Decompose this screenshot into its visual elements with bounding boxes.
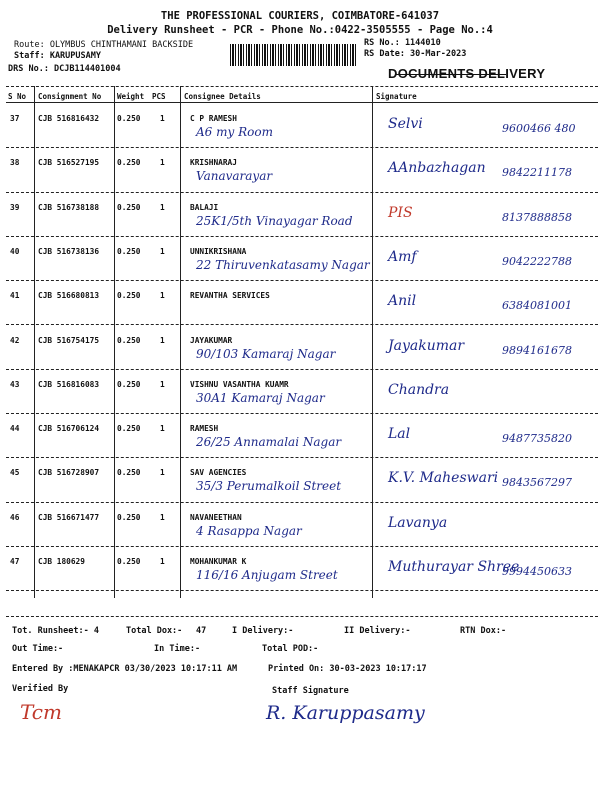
row-signature: Selvi [388,116,423,132]
verified-by-signature: Tcm [20,700,62,724]
row-consignment-no: CJB 516680813 [38,291,100,301]
rs-date: RS Date: 30-Mar-2023 [364,49,467,59]
row-phone-handwritten: 9843567297 [502,476,572,490]
route-label: Route: OLYMBUS CHINTHAMANI BACKSIDE [14,40,194,50]
col-pcs: PCS [152,92,166,101]
row-consignment-no: CJB 516728907 [38,468,100,478]
barcode [230,44,358,66]
in-time-label: In Time:- [154,644,201,654]
row-signature: Muthurayar Shree [388,559,520,575]
row-pcs: 1 [160,202,165,212]
row-address-handwritten: 4 Rasappa Nagar [196,523,302,538]
printed-on: Printed On: 30-03-2023 10:17:17 [268,664,427,674]
row-sno: 44 [10,424,20,434]
col-consignee: Consignee Details [184,92,261,101]
row-phone-handwritten: 9994450633 [502,565,572,578]
row-consignee-name: UNNIKRISHANA [190,246,247,256]
verified-by-label: Verified By [12,684,69,694]
row-phone-handwritten: 9487735820 [502,432,572,446]
row-consignee-name: SAV AGENCIES [190,468,247,478]
row-consignee-name: BALAJI [190,202,219,212]
table-row [0,503,600,547]
row-phone-handwritten: 9600466 480 [502,122,576,135]
table-header-rule [6,102,598,103]
row-signature: Jayakumar [388,337,465,354]
staff-signature-label: Staff Signature [272,686,349,696]
row-address-handwritten: 30A1 Kamaraj Nagar [196,390,325,405]
staff-signature: R. Karuppasamy [266,702,425,724]
table-row [0,281,600,325]
stamp-strike [396,74,506,75]
row-signature: K.V. Maheswari [388,470,499,487]
drs-number: DRS No.: DCJB114401004 [8,64,121,74]
rs-number: RS No.: 1144010 [364,38,441,48]
runsheet-title: Delivery Runsheet - PCR - Phone No.:0422-3505555 - Page No.:4 [107,24,493,36]
row-sno: 47 [10,557,20,566]
footer-rule [6,616,598,617]
col-consignment: Consignment No [38,92,102,101]
row-pcs: 1 [160,158,165,168]
row-weight: 0.250 [117,246,141,256]
row-consignee-name: NAVANEETHAN [190,512,242,522]
row-consignment-no: CJB 516706124 [38,424,100,434]
table-row [0,547,600,591]
row-sno: 39 [10,202,20,212]
col-signature: Signature [376,92,417,101]
row-consignment-no: CJB 516816083 [38,379,100,389]
row-pcs: 1 [160,557,165,566]
row-sno: 46 [10,512,20,522]
row-address-handwritten: 35/3 Perumalkoil Street [196,479,342,494]
table-row [0,414,600,458]
row-address-handwritten: 26/25 Annamalai Nagar [196,435,342,450]
row-sno: 41 [10,291,20,301]
row-phone-handwritten: 9042222788 [502,254,572,268]
row-sno: 37 [10,114,20,123]
row-sno: 45 [10,468,20,478]
row-weight: 0.250 [117,557,141,566]
row-sno: 42 [10,335,20,345]
row-consignee-name: KRISHNARAJ [190,158,237,168]
ii-delivery-label: II Delivery:- [344,626,411,636]
row-signature: Lal [388,426,411,443]
col-weight: Weight [117,92,145,101]
table-row [0,237,600,281]
row-consignee-name: VISHNU VASANTHA KUAMR [190,379,289,389]
row-address-handwritten: Vanavarayar [196,169,273,184]
row-weight: 0.250 [117,468,141,478]
row-consignment-no: CJB 516738188 [38,202,100,212]
row-pcs: 1 [160,114,165,123]
entered-by: Entered By :MENAKAPCR 03/30/2023 10:17:11 AM [12,664,238,674]
out-time-label: Out Time:- [12,644,64,654]
row-consignment-no: CJB 516816432 [38,114,100,123]
row-consignee-name: C P RAMESH [190,114,237,123]
table-row [0,148,600,192]
row-pcs: 1 [160,291,165,301]
row-address-handwritten: 25K1/5th Vinayagar Road [196,213,353,228]
row-signature: Amf [388,248,417,265]
row-consignee-name: REVANTHA SERVICES [190,291,270,301]
col-sno: S No [8,92,27,101]
row-consignment-no: CJB 516738136 [38,246,100,256]
row-consignee-name: MOHANKUMAR K [190,557,247,566]
row-divider [6,590,598,591]
documents-delivery-stamp: DOCUMENTS DELIVERY [388,66,546,81]
table-top-rule [6,86,598,87]
rtn-dox-label: RTN Dox:- [460,626,507,636]
row-consignee-name: JAYAKUMAR [190,335,233,345]
row-weight: 0.250 [117,335,141,345]
total-dox-label: Total Dox:- [126,626,183,636]
row-address-handwritten: A6 my Room [196,125,273,139]
i-delivery-label: I Delivery:- [232,626,294,636]
row-signature: Anil [388,293,417,310]
row-pcs: 1 [160,424,165,434]
staff-label: Staff: KARUPUSAMY [14,51,101,61]
row-pcs: 1 [160,379,165,389]
row-weight: 0.250 [117,379,141,389]
row-signature: AAnbazhagan [388,160,486,177]
row-weight: 0.250 [117,158,141,168]
row-weight: 0.250 [117,114,141,123]
row-signature: Chandra [388,381,450,398]
row-pcs: 1 [160,512,165,522]
row-sno: 38 [10,158,20,168]
row-pcs: 1 [160,246,165,256]
table-row [0,193,600,237]
row-consignment-no: CJB 516527195 [38,158,100,168]
row-phone-handwritten: 9842211178 [502,166,572,180]
row-consignee-name: RAMESH [190,424,219,434]
total-pod-label: Total POD:- [262,644,319,654]
total-runsheet: Tot. Runsheet:- 4 [12,626,99,636]
row-signature: Lavanya [388,514,448,531]
row-weight: 0.250 [117,202,141,212]
row-consignment-no: CJB 180629 [38,557,85,566]
row-weight: 0.250 [117,512,141,522]
row-pcs: 1 [160,335,165,345]
row-address-handwritten: 116/16 Anjugam Street [196,568,338,582]
row-signature: PIS [388,204,413,221]
table-row [0,104,600,148]
row-phone-handwritten: 8137888858 [502,210,572,224]
row-pcs: 1 [160,468,165,478]
table-row [0,458,600,502]
row-weight: 0.250 [117,424,141,434]
row-sno: 43 [10,379,20,389]
row-phone-handwritten: 9894161678 [502,343,572,357]
table-row [0,326,600,370]
total-dox-value: 47 [196,626,207,636]
row-weight: 0.250 [117,291,141,301]
row-address-handwritten: 90/103 Kamaraj Nagar [196,346,336,361]
row-sno: 40 [10,246,20,256]
row-address-handwritten: 22 Thiruvenkatasamy Nagar [196,257,370,272]
row-consignment-no: CJB 516671477 [38,512,100,522]
table-row [0,370,600,414]
company-title: THE PROFESSIONAL COURIERS, COIMBATORE-641037 [160,10,440,22]
row-phone-handwritten: 6384081001 [502,299,572,313]
row-consignment-no: CJB 516754175 [38,335,100,345]
